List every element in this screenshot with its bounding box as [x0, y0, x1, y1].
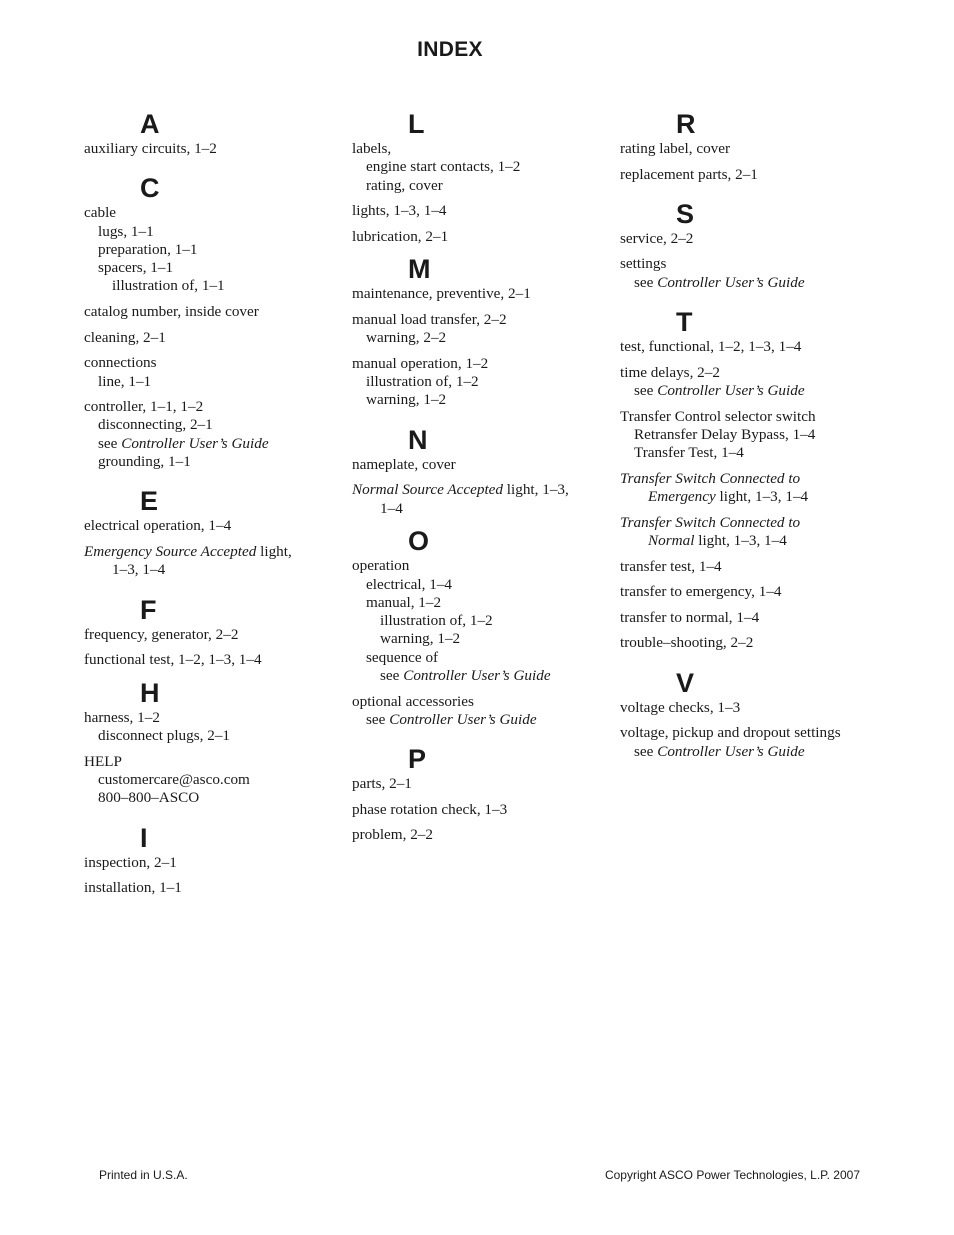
index-entry [620, 408, 882, 463]
index-term [352, 140, 614, 158]
index-text: Controller User’s Guide [657, 742, 805, 760]
index-text: HELP [84, 752, 122, 770]
index-text: warning, 1–2 [380, 630, 461, 648]
index-term [84, 709, 346, 727]
index-section-f [84, 594, 346, 670]
index-subterm [352, 576, 614, 594]
index-entry [352, 775, 614, 793]
index-subterm [84, 771, 346, 789]
index-text: voltage, pickup and dropout settings [620, 724, 841, 742]
index-text: voltage checks, 1–3 [620, 698, 741, 716]
index-entry [620, 514, 882, 551]
index-text: harness, 1–2 [84, 708, 160, 726]
index-entry [84, 140, 346, 158]
index-entry [84, 854, 346, 872]
index-subterm [84, 435, 346, 453]
section-letter: N [408, 424, 428, 455]
index-subterm [352, 373, 614, 391]
index-text: 1–4 [380, 499, 403, 517]
index-entry [352, 557, 614, 685]
index-term [84, 651, 346, 669]
footer-copyright: Copyright ASCO Power Technologies, L.P. 2007 [604, 1168, 860, 1182]
index-term [84, 854, 346, 872]
index-text: Controller User’s Guide [657, 381, 805, 399]
index-term [620, 338, 882, 356]
index-column-3 [620, 108, 882, 775]
index-term [620, 699, 882, 717]
index-text: Normal Source Accepted [352, 481, 503, 499]
index-entry [352, 481, 614, 518]
index-section-c [84, 172, 346, 471]
index-subterm [84, 416, 346, 434]
index-entry [620, 699, 882, 717]
index-text: replacement parts, 2–1 [620, 165, 758, 183]
index-section-i [84, 822, 346, 898]
index-entry [84, 543, 346, 580]
index-text: electrical operation, 1–4 [84, 517, 232, 535]
index-subterm [620, 274, 882, 292]
index-subterm [84, 223, 346, 241]
section-letter: T [676, 307, 693, 338]
index-entry [620, 609, 882, 627]
section-letter: R [676, 109, 696, 139]
section-letter: H [140, 677, 160, 708]
index-text: Normal [648, 531, 695, 549]
index-term [620, 583, 882, 601]
index-text: controller, 1–1, 1–2 [84, 398, 204, 416]
index-text: Transfer Switch Connected to [620, 513, 801, 531]
index-subterm [620, 426, 882, 444]
index-entry [352, 140, 614, 195]
index-term [84, 303, 346, 321]
index-subterm [620, 743, 882, 761]
index-text: grounding, 1–1 [98, 453, 191, 471]
index-text: labels, [352, 140, 392, 157]
index-text: cable [84, 204, 117, 222]
index-entry [352, 311, 614, 348]
index-section-r [620, 108, 882, 184]
index-text: Transfer Control selector switch [620, 407, 816, 425]
index-text: manual load transfer, 2–2 [352, 310, 507, 328]
index-term [620, 470, 882, 488]
index-text: catalog number, inside cover [84, 303, 259, 321]
index-term [84, 626, 346, 644]
index-subterm [620, 444, 882, 462]
index-entry [352, 285, 614, 303]
index-term [84, 354, 346, 372]
index-text: settings [620, 255, 667, 273]
index-term [620, 609, 882, 627]
index-column-2 [352, 108, 614, 859]
index-term [84, 879, 346, 897]
index-text: see [634, 381, 658, 399]
index-entry [620, 558, 882, 576]
section-letter: V [676, 667, 695, 698]
index-text: transfer to normal, 1–4 [620, 608, 760, 626]
index-text: functional test, 1–2, 1–3, 1–4 [84, 651, 262, 669]
index-subterm [352, 158, 614, 176]
index-term [352, 355, 614, 373]
index-text: customercare@asco.com [98, 770, 250, 788]
index-text: Emergency Source Accepted [84, 542, 257, 560]
index-section-m [352, 253, 614, 409]
index-entry [84, 204, 346, 295]
index-text: nameplate, cover [352, 455, 456, 473]
index-entry [84, 398, 346, 471]
index-text: Controller User’s Guide [403, 667, 551, 685]
index-term [620, 255, 882, 273]
index-entry [84, 753, 346, 808]
index-term [620, 140, 882, 158]
index-text: electrical, 1–4 [366, 575, 453, 593]
index-text: see [366, 710, 390, 728]
index-subterm [352, 500, 614, 518]
index-text: transfer to emergency, 1–4 [620, 583, 782, 601]
section-letter: E [140, 486, 159, 517]
index-text: Transfer Test, 1–4 [634, 444, 744, 462]
index-text: Emergency [648, 488, 716, 506]
index-text: inspection, 2–1 [84, 853, 177, 871]
index-subterm [84, 453, 346, 471]
index-text: disconnect plugs, 2–1 [98, 727, 231, 745]
index-text: rating, cover [366, 176, 443, 194]
index-section-a [84, 108, 346, 158]
index-text: preparation, 1–1 [98, 240, 198, 258]
index-entry [620, 724, 882, 761]
index-entry [620, 338, 882, 356]
index-term [352, 202, 614, 220]
index-term [84, 398, 346, 416]
index-text: Controller User’s Guide [657, 273, 805, 291]
index-term [84, 140, 346, 158]
index-subterm [352, 649, 614, 667]
index-subterm [620, 532, 882, 550]
index-section-p [352, 743, 614, 844]
index-term [84, 517, 346, 535]
index-section-o [352, 525, 614, 729]
index-term [352, 311, 614, 329]
section-letter: I [140, 822, 148, 853]
index-text: lugs, 1–1 [98, 222, 154, 240]
index-entry [620, 583, 882, 601]
index-subterm [352, 329, 614, 347]
index-subterm [352, 711, 614, 729]
section-letter: O [408, 526, 430, 557]
index-text: operation [352, 557, 410, 575]
index-entry [84, 354, 346, 391]
index-text: time delays, 2–2 [620, 363, 720, 381]
index-term [84, 543, 346, 561]
index-entry [352, 456, 614, 474]
section-letter: S [676, 198, 695, 229]
index-subterm [84, 259, 346, 277]
index-text: manual, 1–2 [366, 593, 442, 611]
index-text: illustration of, 1–2 [380, 612, 493, 630]
index-text: optional accessories [352, 692, 474, 710]
index-entry [84, 303, 346, 321]
index-term [620, 558, 882, 576]
index-text: connections [84, 354, 157, 372]
index-text: light, 1–3, [503, 481, 569, 499]
index-section-t [620, 306, 882, 653]
section-letter: P [408, 744, 427, 775]
index-term [620, 230, 882, 248]
index-term [620, 364, 882, 382]
section-letter: C [140, 173, 160, 204]
index-text: installation, 1–1 [84, 879, 182, 897]
index-text: test, functional, 1–2, 1–3, 1–4 [620, 338, 802, 356]
index-text: see [380, 667, 404, 685]
index-text: light, 1–3, 1–4 [694, 531, 787, 549]
index-text: 1–3, 1–4 [112, 561, 166, 579]
index-subterm [620, 488, 882, 506]
index-term [620, 514, 882, 532]
index-subterm [84, 373, 346, 391]
index-subterm [84, 789, 346, 807]
index-term [352, 826, 614, 844]
index-text: light, 1–3, 1–4 [715, 488, 809, 506]
index-subterm [84, 277, 346, 295]
index-text: trouble–shooting, 2–2 [620, 634, 754, 652]
index-section-l [352, 108, 614, 246]
index-term [620, 634, 882, 652]
index-text: warning, 1–2 [366, 391, 447, 409]
section-letter: F [140, 594, 157, 625]
index-term [352, 801, 614, 819]
index-text: problem, 2–2 [352, 826, 433, 844]
index-text: auxiliary circuits, 1–2 [84, 140, 217, 157]
index-entry [352, 693, 614, 730]
index-section-v [620, 667, 882, 761]
index-text: illustration of, 1–2 [366, 373, 479, 391]
index-text: line, 1–1 [98, 372, 152, 390]
index-entry [620, 255, 882, 292]
index-text: warning, 2–2 [366, 329, 447, 347]
index-text: disconnecting, 2–1 [98, 416, 213, 434]
index-entry [620, 470, 882, 507]
index-text: rating label, cover [620, 140, 731, 157]
index-entry [352, 801, 614, 819]
index-text: phase rotation check, 1–3 [352, 800, 508, 818]
index-subterm [352, 177, 614, 195]
index-entry [84, 517, 346, 535]
index-term [352, 456, 614, 474]
index-text: maintenance, preventive, 2–1 [352, 285, 531, 303]
index-entry [620, 166, 882, 184]
section-letter: A [140, 109, 160, 139]
index-text: service, 2–2 [620, 229, 694, 247]
index-subterm [352, 391, 614, 409]
index-section-s [620, 198, 882, 292]
index-text: spacers, 1–1 [98, 259, 174, 277]
index-entry [84, 879, 346, 897]
index-entry [352, 202, 614, 220]
index-text: Controller User’s Guide [121, 434, 269, 452]
index-entry [84, 626, 346, 644]
index-subterm [620, 382, 882, 400]
index-subterm [84, 727, 346, 745]
index-subterm [84, 241, 346, 259]
index-column-1 [84, 108, 346, 911]
index-subterm [352, 667, 614, 685]
index-term [352, 693, 614, 711]
footer-printed: Printed in U.S.A. [99, 1168, 188, 1182]
index-text: Transfer Switch Connected to [620, 469, 801, 487]
index-text: transfer test, 1–4 [620, 557, 722, 575]
index-text: manual operation, 1–2 [352, 354, 489, 372]
index-entry [84, 709, 346, 746]
index-subterm [352, 612, 614, 630]
index-text: Retransfer Delay Bypass, 1–4 [634, 425, 816, 443]
index-section-h [84, 677, 346, 808]
index-term [620, 724, 882, 742]
index-entry [352, 228, 614, 246]
index-term [84, 329, 346, 347]
index-subterm [352, 630, 614, 648]
index-text: lights, 1–3, 1–4 [352, 202, 447, 220]
index-term [352, 481, 614, 499]
index-section-e [84, 485, 346, 579]
index-text: 800–800–ASCO [98, 789, 200, 807]
section-letter: M [408, 254, 431, 285]
index-entry [620, 634, 882, 652]
index-entry [620, 230, 882, 248]
index-term [352, 775, 614, 793]
index-text: light, [256, 542, 292, 560]
index-entry [352, 826, 614, 844]
index-text: lubrication, 2–1 [352, 227, 449, 245]
index-text: engine start contacts, 1–2 [366, 158, 521, 176]
index-text: see [98, 434, 122, 452]
index-text: parts, 2–1 [352, 775, 412, 793]
index-entry [620, 140, 882, 158]
index-subterm [84, 561, 346, 579]
index-section-n [352, 424, 614, 518]
index-text: cleaning, 2–1 [84, 328, 166, 346]
index-entry [84, 651, 346, 669]
index-text: see [634, 273, 658, 291]
index-term [620, 166, 882, 184]
index-term [620, 408, 882, 426]
index-term [84, 753, 346, 771]
index-entry [620, 364, 882, 401]
index-text: frequency, generator, 2–2 [84, 625, 239, 643]
index-text: Controller User’s Guide [389, 710, 537, 728]
index-term [352, 228, 614, 246]
index-term [84, 204, 346, 222]
page-title: INDEX [417, 38, 483, 61]
index-entry [352, 355, 614, 410]
index-text: see [634, 742, 658, 760]
index-text: sequence of [366, 648, 439, 666]
index-subterm [352, 594, 614, 612]
index-text: illustration of, 1–1 [112, 277, 225, 295]
index-entry [84, 329, 346, 347]
index-term [352, 285, 614, 303]
index-term [352, 557, 614, 575]
section-letter: L [408, 109, 425, 139]
